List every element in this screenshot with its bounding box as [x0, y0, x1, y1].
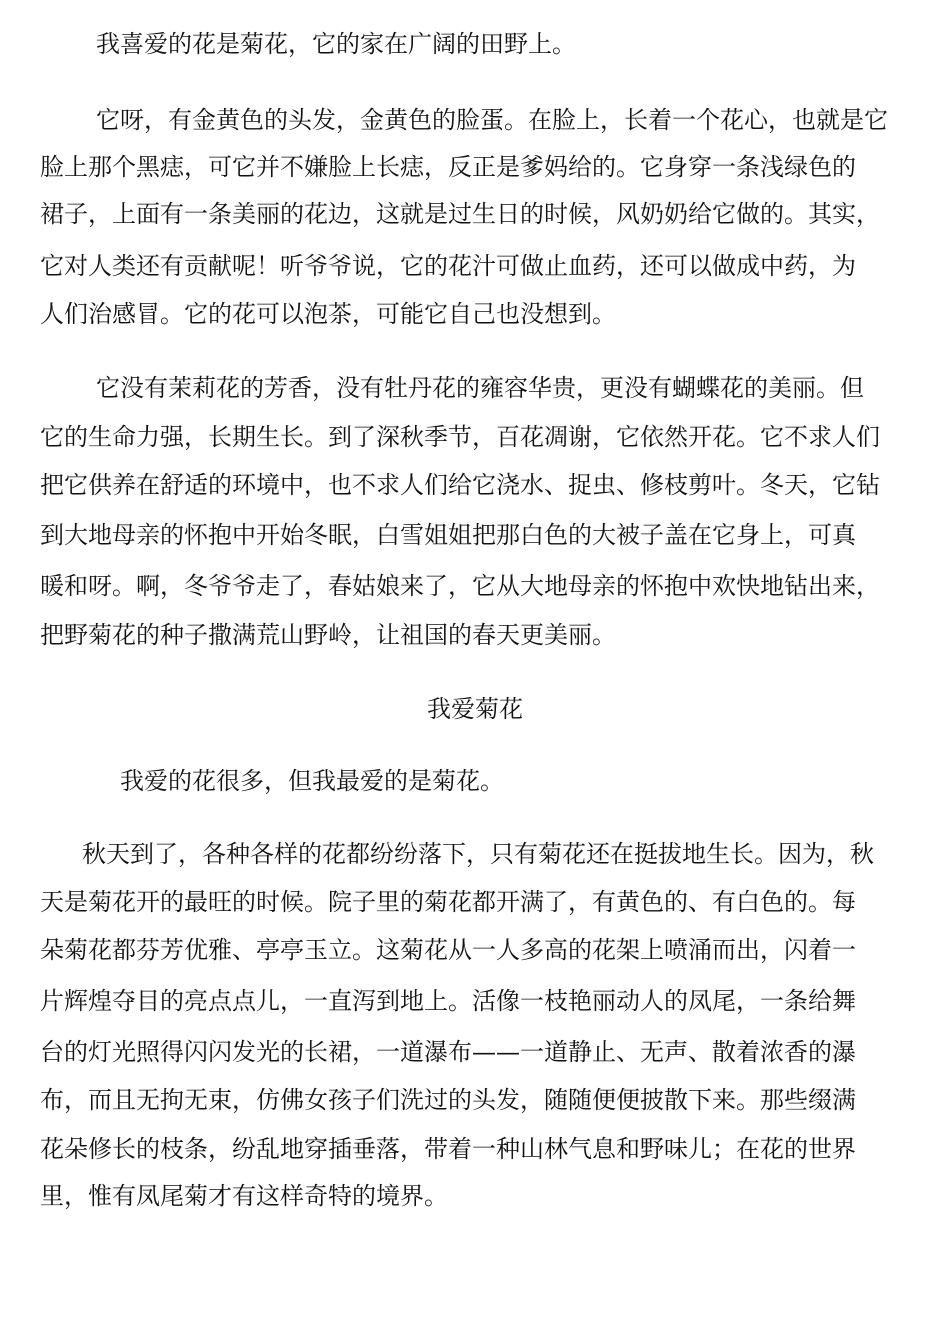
paragraph-line: 裙子，上面有一条美丽的花边，这就是过生日的时候，风奶奶给它做的。其实， [40, 200, 880, 228]
paragraph-line: 它呀，有金黄色的头发，金黄色的脸蛋。在脸上，长着一个花心，也就是它 [96, 106, 888, 134]
paragraph-line: 把它供养在舒适的环境中，也不求人们给它浇水、捉虫、修枝剪叶。冬天，它钻 [40, 471, 880, 499]
paragraph-line: 秋天到了，各种各样的花都纷纷落下，只有菊花还在挺拔地生长。因为，秋 [82, 840, 874, 868]
paragraph-line: 布，而且无拘无束，仿佛女孩子们洗过的头发，随随便便披散下来。那些缀满 [40, 1086, 856, 1114]
paragraph-line: 它没有茉莉花的芳香，没有牡丹花的雍容华贵，更没有蝴蝶花的美丽。但 [96, 374, 864, 402]
paragraph-line: 我爱的花很多，但我最爱的是菊花。 [120, 767, 504, 795]
paragraph-line: 它对人类还有贡献呢！听爷爷说，它的花汁可做止血药，还可以做成中药，为 [40, 252, 856, 280]
paragraph-line: 它的生命力强，长期生长。到了深秋季节，百花凋谢，它依然开花。它不求人们 [40, 423, 880, 451]
paragraph-line: 到大地母亲的怀抱中开始冬眠，白雪姐姐把那白色的大被子盖在它身上，可真 [40, 521, 856, 549]
paragraph-line: 片辉煌夺目的亮点点儿，一直泻到地上。活像一枝艳丽动人的凤尾，一条给舞 [40, 987, 856, 1015]
paragraph-line: 我喜爱的花是菊花，它的家在广阔的田野上。 [96, 30, 576, 58]
section-title: 我爱菊花 [427, 695, 523, 723]
paragraph-line: 暖和呀。啊，冬爷爷走了，春姑娘来了，它从大地母亲的怀抱中欢快地钻出来， [40, 572, 880, 600]
paragraph-line: 人们治感冒。它的花可以泡茶，可能它自己也没想到。 [40, 300, 616, 328]
paragraph-line: 脸上那个黑痣，可它并不嫌脸上长痣，反正是爹妈给的。它身穿一条浅绿色的 [40, 153, 856, 181]
paragraph-line: 天是菊花开的最旺的时候。院子里的菊花都开满了，有黄色的、有白色的。每 [40, 888, 856, 916]
paragraph-line: 把野菊花的种子撒满荒山野岭，让祖国的春天更美丽。 [40, 621, 616, 649]
paragraph-line: 里，惟有凤尾菊才有这样奇特的境界。 [40, 1182, 448, 1210]
paragraph-line: 花朵修长的枝条，纷乱地穿插垂落，带着一种山林气息和野味儿；在花的世界 [40, 1135, 856, 1163]
paragraph-line: 台的灯光照得闪闪发光的长裙，一道瀑布——一道静止、无声、散着浓香的瀑 [40, 1038, 856, 1066]
paragraph-line: 朵菊花都芬芳优雅、亭亭玉立。这菊花从一人多高的花架上喷涌而出，闪着一 [40, 936, 856, 964]
